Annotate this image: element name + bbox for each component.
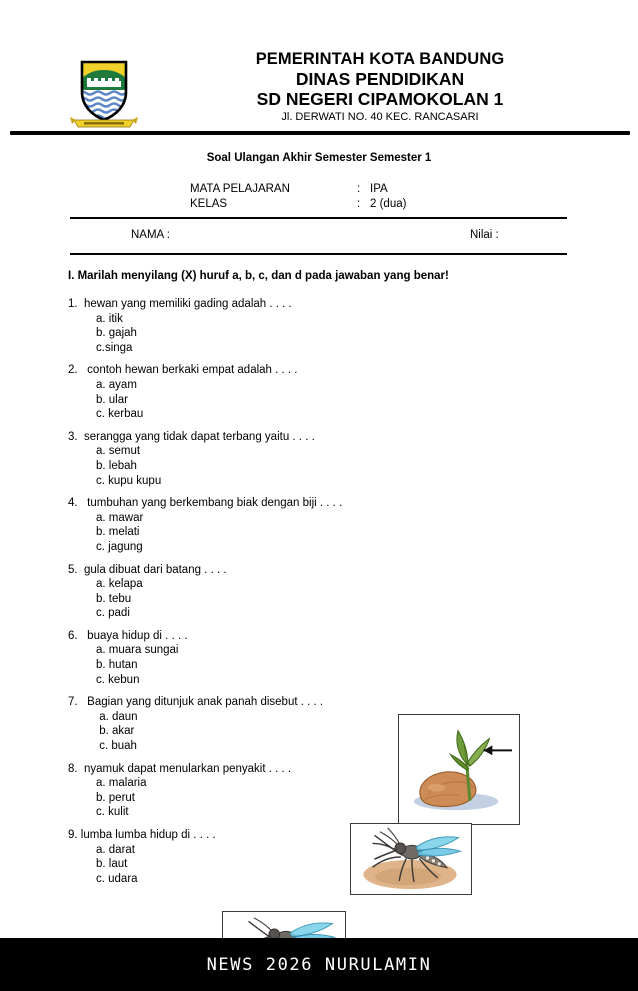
- meta-key-class: KELAS: [190, 198, 228, 210]
- meta-value-subject: IPA: [370, 183, 388, 195]
- nama-label: NAMA :: [131, 229, 170, 241]
- figure-mosquito: [350, 823, 472, 895]
- question-option: c. padi: [96, 607, 130, 620]
- meta-row-class: [190, 197, 510, 212]
- header-title-block: [150, 50, 610, 125]
- question-option: b. ular: [96, 393, 128, 406]
- nilai-label: Nilai :: [470, 229, 499, 241]
- question-option: b. melati: [96, 526, 140, 539]
- question-option: b. perut: [96, 791, 135, 804]
- question-option: a. muara sungai: [96, 644, 179, 657]
- exam-meta-table: [190, 182, 510, 212]
- question-option: c.singa: [96, 341, 133, 354]
- student-identity-row: [70, 229, 567, 245]
- question-option: b. tebu: [96, 592, 132, 605]
- meta-divider-rule-bottom: [70, 253, 567, 255]
- question-text: 6. buaya hidup di . . . .: [68, 629, 188, 642]
- org-line-department: DINAS PENDIDIKAN: [295, 69, 465, 89]
- question-option: a. ayam: [96, 378, 137, 391]
- question-text: 8. nyamuk dapat menularkan penyakit . . . .: [68, 762, 292, 775]
- bandung-city-coat-of-arms-icon: [68, 54, 140, 128]
- question-option: a. daun: [96, 710, 138, 723]
- meta-colon-subject: :: [357, 183, 361, 195]
- question-text: 4. tumbuhan yang berkembang biak dengan biji . . . .: [68, 497, 343, 510]
- meta-value-class: 2 (dua): [370, 198, 407, 210]
- question-option: a. malaria: [96, 777, 147, 790]
- exam-subtitle: Soal Ulangan Akhir Semester Semester 1: [206, 152, 432, 164]
- question-option: c. kerbau: [96, 408, 144, 421]
- question-text: 9. lumba lumba hidup di . . . .: [68, 829, 216, 841]
- question-option: b. hutan: [96, 659, 138, 672]
- meta-divider-rule-top: [70, 217, 567, 219]
- question-option: b. lebah: [96, 459, 137, 472]
- question-option: a. itik: [96, 312, 123, 325]
- question-option: a. kelapa: [96, 578, 143, 591]
- question-item: [68, 430, 488, 488]
- question-option: b. gajah: [96, 327, 137, 340]
- footer-watermark-banner: [0, 938, 638, 991]
- question-option: c. udara: [96, 872, 138, 885]
- question-option: c. kulit: [96, 806, 129, 819]
- question-option: c. kebun: [96, 673, 140, 686]
- figure-seed-sprout: [398, 714, 520, 825]
- question-text: 5. gula dibuat dari batang . . . .: [68, 563, 227, 576]
- question-item: [68, 496, 488, 554]
- header-divider-rule: [10, 131, 630, 135]
- question-option: c. buah: [96, 740, 137, 753]
- meta-key-subject: MATA PELAJARAN: [190, 183, 290, 195]
- org-line-government: PEMERINTAH KOTA BANDUNG: [255, 50, 505, 68]
- question-text: 7. Bagian yang ditunjuk anak panah disebut . . . .: [68, 696, 324, 709]
- section-instruction: I. Marilah menyilang (X) huruf a, b, c, dan d pada jawaban yang benar!: [68, 270, 449, 282]
- question-option: a. semut: [96, 445, 141, 458]
- org-line-school: SD NEGERI CIPAMOKOLAN 1: [256, 89, 504, 109]
- question-option: c. jagung: [96, 540, 143, 553]
- org-line-address: Jl. DERWATI NO. 40 KEC. RANCASARI: [281, 111, 479, 123]
- question-option: b. laut: [96, 858, 128, 871]
- question-item: [68, 363, 488, 421]
- question-option: c. kupu kupu: [96, 474, 162, 487]
- question-text: 3. serangga yang tidak dapat terbang yaitu . . . .: [68, 430, 315, 443]
- question-text: 1. hewan yang memiliki gading adalah . . . .: [68, 298, 292, 310]
- question-option: a. mawar: [96, 511, 144, 524]
- question-item: [68, 629, 488, 687]
- meta-colon-class: :: [357, 198, 361, 210]
- question-text: 2. contoh hewan berkaki empat adalah . . . .: [68, 364, 298, 377]
- footer-watermark-text: NEWS 2026 NURULAMIN: [206, 954, 432, 975]
- question-option: b. akar: [96, 725, 135, 738]
- document-header: [0, 42, 638, 124]
- question-item: [68, 563, 488, 621]
- question-item: [68, 297, 488, 355]
- meta-row-subject: [190, 182, 510, 197]
- question-option: a. darat: [96, 843, 135, 856]
